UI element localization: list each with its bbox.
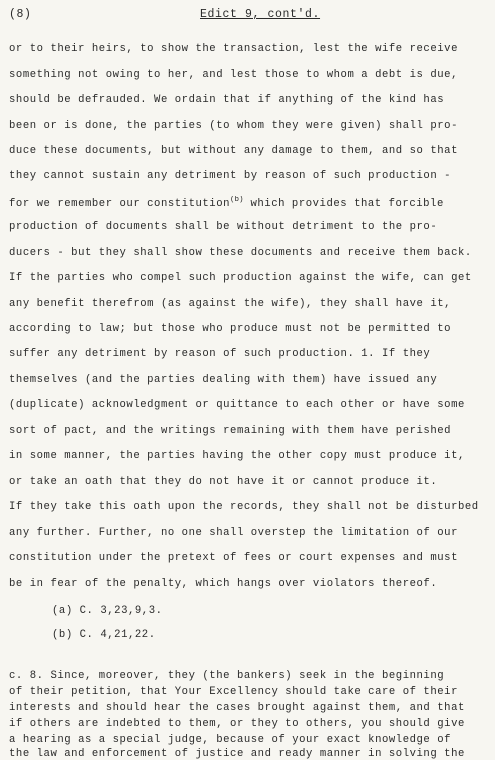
text-line: a hearing as a special judge, because of your exact knowledge of xyxy=(9,734,452,746)
text-line: production of documents shall be without detriment to the pro- xyxy=(9,221,438,233)
text-line: interests and should hear the cases brought against them, and that xyxy=(9,702,465,714)
footnote: (b) C. 4,21,22. xyxy=(52,629,156,641)
text-line: If the parties who compel such production against the wife, can get xyxy=(9,272,472,284)
text-line: any benefit therefrom (as against the wife), they shall have it, xyxy=(9,298,452,310)
text-line: of their petition, that Your Excellency should take care of their xyxy=(9,686,458,698)
footnote: (a) C. 3,23,9,3. xyxy=(52,605,163,617)
text-line: duce these documents, but without any damage to them, and so that xyxy=(9,145,458,157)
text-line: sort of pact, and the writings remaining with them have perished xyxy=(9,425,452,437)
page-number: (8) xyxy=(9,8,32,21)
text-line: in some manner, the parties having the other copy must produce it, xyxy=(9,450,465,462)
text-line: be in fear of the penalty, which hangs over violators thereof. xyxy=(9,578,438,590)
text-line: ducers - but they shall show these documents and receive them back. xyxy=(9,247,472,259)
text-line: If they take this oath upon the records, they shall not be disturbed xyxy=(9,501,479,513)
text-line: they cannot sustain any detriment by reason of such production - xyxy=(9,170,452,182)
text-line: themselves (and the parties dealing with them) have issued any xyxy=(9,374,438,386)
text-line: c. 8. Since, moreover, they (the bankers) seek in the beginning xyxy=(9,670,445,682)
text-line: something not owing to her, and lest those to whom a debt is due, xyxy=(9,69,458,81)
text-line: according to law; but those who produce must not be permitted to xyxy=(9,323,452,335)
text-segment: which provides that forcible xyxy=(243,198,444,210)
text-line: the law and enforcement of justice and ready manner in solving the xyxy=(9,748,465,760)
text-line: constitution under the pretext of fees or court expenses and must xyxy=(9,552,458,564)
text-segment: for we remember our constitution xyxy=(9,198,231,210)
footnote-reference: (b) xyxy=(230,196,244,204)
text-line: any further. Further, no one shall overstep the limitation of our xyxy=(9,527,458,539)
page-title: Edict 9, cont'd. xyxy=(200,8,321,21)
text-line: or take an oath that they do not have it or cannot produce it. xyxy=(9,476,438,488)
text-line: or to their heirs, to show the transaction, lest the wife receive xyxy=(9,43,458,55)
text-line: if others are indebted to them, or they to others, you should give xyxy=(9,718,465,730)
text-line: been or is done, the parties (to whom they were given) shall pro- xyxy=(9,120,458,132)
text-line: (duplicate) acknowledgment or quittance to each other or have some xyxy=(9,399,465,411)
text-line: suffer any detriment by reason of such production. 1. If they xyxy=(9,348,431,360)
text-line xyxy=(9,196,489,210)
text-line: should be defrauded. We ordain that if anything of the kind has xyxy=(9,94,445,106)
